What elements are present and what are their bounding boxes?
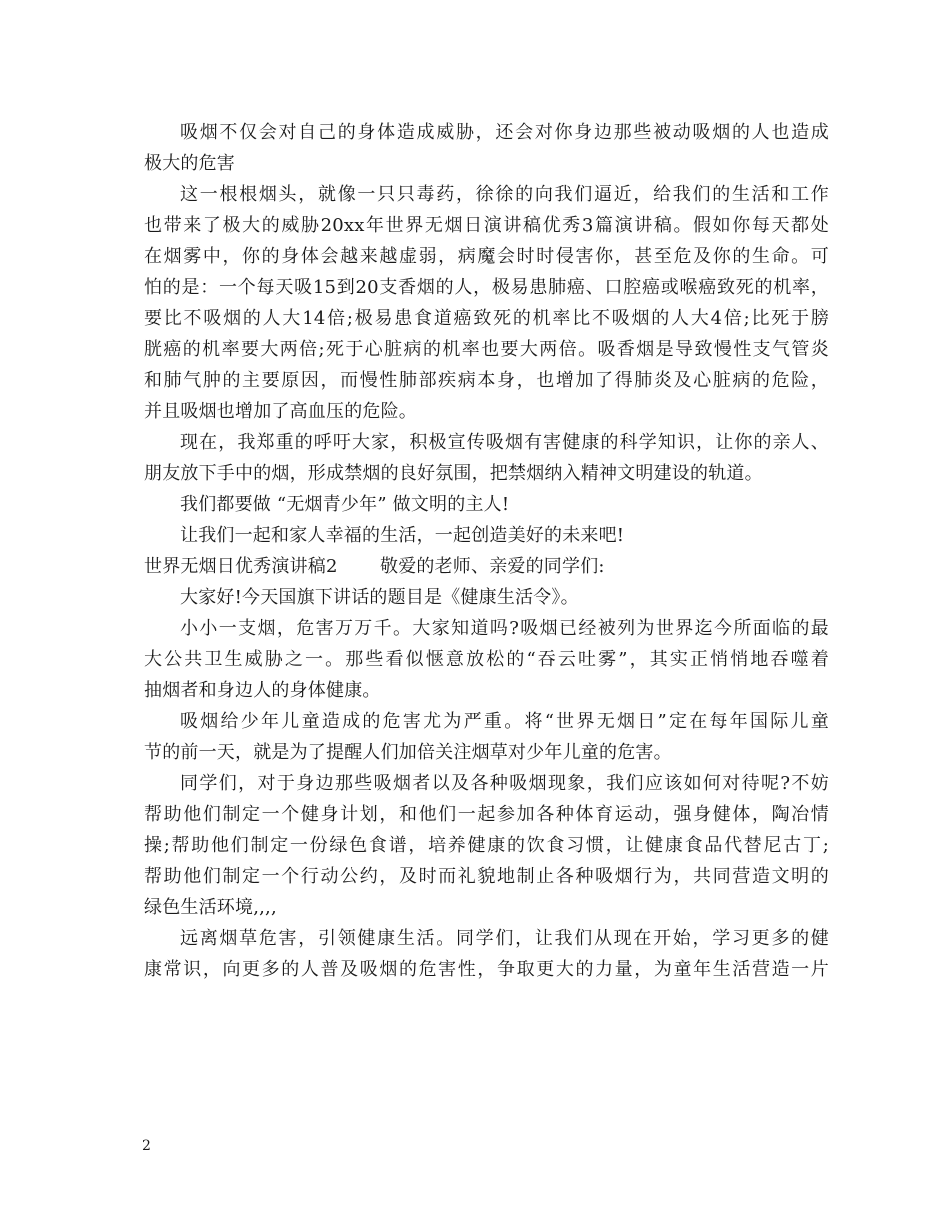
paragraph-line: 节的前一天，就是为了提醒人们加倍关注烟草对少年儿童的危害。 bbox=[144, 742, 672, 763]
paragraph-line: 也带来了极大的威胁20xx年世界无烟日演讲稿优秀3篇演讲稿。假如你每天都处 bbox=[144, 215, 829, 236]
paragraph-line: 现在，我郑重的呼吁大家，积极宣传吸烟有害健康的科学知识，让你的亲人、 bbox=[180, 432, 829, 453]
section-greeting: 敬爱的老师、亲爱的同学们: bbox=[380, 556, 605, 577]
paragraph-line: 朋友放下手中的烟，形成禁烟的良好氛围，把禁烟纳入精神文明建设的轨道。 bbox=[144, 463, 763, 484]
paragraph-line: 这一根根烟头，就像一只只毒药，徐徐的向我们逼近，给我们的生活和工作 bbox=[180, 184, 829, 205]
section-heading bbox=[144, 551, 829, 582]
paragraph-line: 要比不吸烟的人大14倍;极易患食道癌致死的机率比不吸烟的人大4倍;比死于膀 bbox=[144, 308, 829, 329]
paragraph-line: 帮助他们制定一个行动公约，及时而礼貌地制止各种吸烟行为，共同营造文明的 bbox=[144, 866, 829, 887]
paragraph-line: 怕的是：一个每天吸15到20支香烟的人，极易患肺癌、口腔癌或喉癌致死的机率， bbox=[144, 277, 829, 298]
paragraph-line: 远离烟草危害，引领健康生活。同学们，让我们从现在开始，学习更多的健 bbox=[180, 928, 829, 949]
paragraph-line: 小小一支烟，危害万万千。大家知道吗?吸烟已经被列为世界迄今所面临的最 bbox=[180, 618, 829, 639]
paragraph-line: 我们都要做 “无烟青少年” 做文明的主人! bbox=[180, 494, 510, 515]
paragraph-line: 绿色生活环境,,,, bbox=[144, 897, 277, 918]
paragraph-line: 和肺气肿的主要原因，而慢性肺部疾病本身，也增加了得肺炎及心脏病的危险， bbox=[144, 370, 829, 391]
paragraph-line: 吸烟不仅会对自己的身体造成威胁，还会对你身边那些被动吸烟的人也造成 bbox=[180, 122, 829, 143]
page-number: 2 bbox=[142, 1138, 151, 1154]
paragraph-line: 并且吸烟也增加了高血压的危险。 bbox=[144, 401, 417, 422]
paragraph-line: 抽烟者和身边人的身体健康。 bbox=[144, 680, 381, 701]
paragraph-line: 大家好!今天国旗下讲话的题目是《健康生活令》。 bbox=[180, 587, 579, 608]
paragraph-line: 操;帮助他们制定一份绿色食谱，培养健康的饮食习惯，让健康食品代替尼古丁; bbox=[144, 835, 829, 856]
paragraph-line: 吸烟给少年儿童造成的危害尤为严重。将“世界无烟日”定在每年国际儿童 bbox=[180, 711, 829, 732]
paragraph-line: 大公共卫生威胁之一。那些看似惬意放松的“吞云吐雾”，其实正悄悄地吞噬着 bbox=[144, 649, 829, 670]
section-title: 世界无烟日优秀演讲稿2 bbox=[144, 556, 338, 577]
paragraph-line: 让我们一起和家人幸福的生活，一起创造美好的未来吧! bbox=[180, 525, 625, 546]
paragraph-line: 同学们，对于身边那些吸烟者以及各种吸烟现象，我们应该如何对待呢?不妨 bbox=[180, 773, 829, 794]
paragraph-line: 帮助他们制定一个健身计划，和他们一起参加各种体育运动，强身健体，陶冶情 bbox=[144, 804, 829, 825]
document-body bbox=[144, 117, 829, 985]
paragraph-line: 胱癌的机率要大两倍;死于心脏病的机率也要大两倍。吸香烟是导致慢性支气管炎 bbox=[144, 339, 829, 360]
paragraph-line: 极大的危害 bbox=[144, 153, 235, 174]
paragraph-line: 康常识，向更多的人普及吸烟的危害性，争取更大的力量，为童年生活营造一片 bbox=[144, 959, 829, 980]
paragraph-line: 在烟雾中，你的身体会越来越虚弱，病魔会时时侵害你，甚至危及你的生命。可 bbox=[144, 246, 829, 267]
